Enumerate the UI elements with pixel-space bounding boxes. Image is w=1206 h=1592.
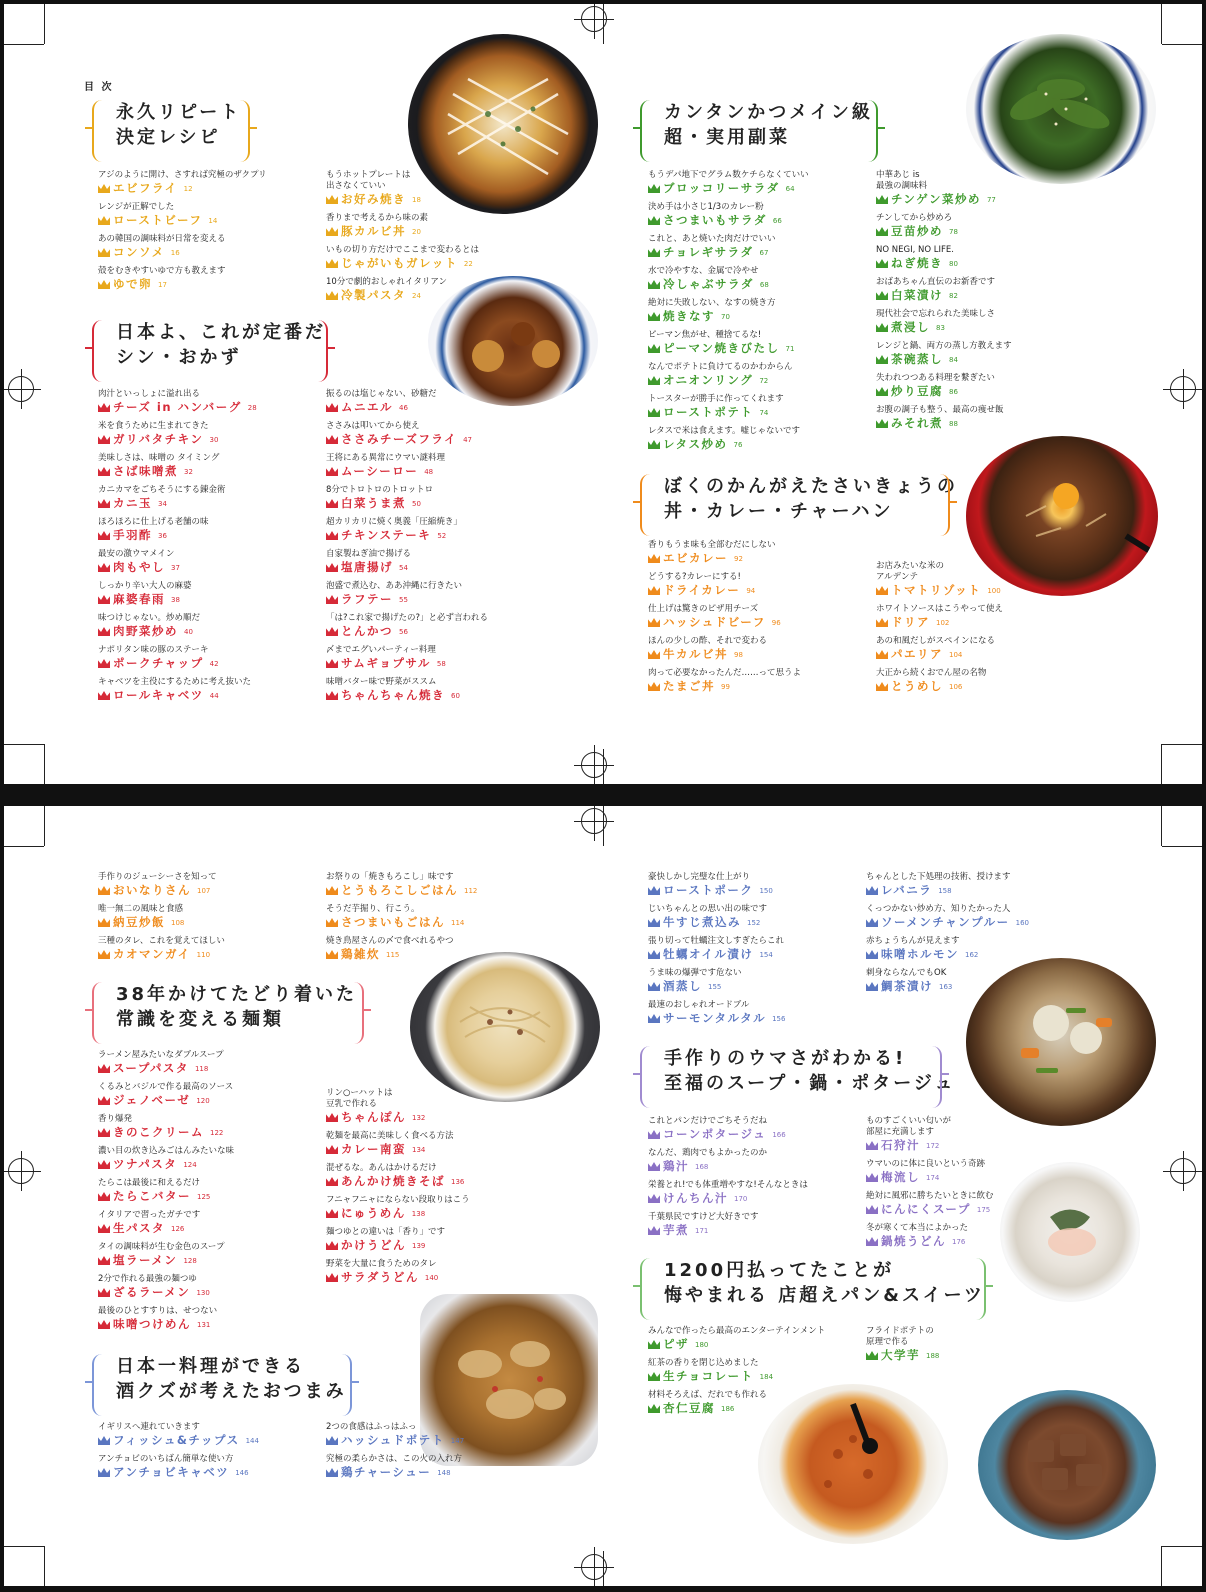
toc-entry[interactable]: レタスで米は食えます。嘘じゃないです レタス炒め 76 xyxy=(648,426,800,451)
toc-entry[interactable]: 絶対に風邪に勝ちたいときに飲む にんにくスープ 175 xyxy=(866,1191,994,1216)
crown-icon xyxy=(98,950,110,959)
section-title-line: 決定レシピ xyxy=(116,127,221,148)
crown-icon xyxy=(98,184,110,193)
crown-icon xyxy=(866,950,878,959)
crown-icon xyxy=(98,1320,110,1329)
crown-icon xyxy=(866,1237,878,1246)
crown-icon xyxy=(98,627,110,636)
toc-entry[interactable]: 栄養とれ!でも体重増やすな!そんなときは けんちん汁 170 xyxy=(648,1180,808,1205)
pizza-photo xyxy=(758,1384,948,1544)
carbonara-photo xyxy=(410,952,600,1102)
crown-icon xyxy=(326,1436,338,1445)
crown-icon xyxy=(326,627,338,636)
toc-entry[interactable]: 最後のひとすすりは、せつない 味噌つけめん 131 xyxy=(98,1306,218,1331)
crown-icon xyxy=(876,650,888,659)
toc-entry[interactable]: 王将にある異常にウマい謎料理 ムーシーロー 48 xyxy=(326,453,446,478)
crown-icon xyxy=(876,323,888,332)
toc-entry[interactable]: 仕上げは驚きのピザ用チーズ ハッシュドビーフ 96 xyxy=(648,604,781,629)
registration-mark xyxy=(8,376,34,402)
toc-entry[interactable]: ホワイトソースはこうやって使え ドリア 102 xyxy=(876,604,1003,629)
toc-entry[interactable]: みんなで作ったら最高のエンターテインメント ピザ 180 xyxy=(648,1326,826,1351)
registration-mark xyxy=(1170,376,1196,402)
toc-label: 目 次 xyxy=(84,82,114,93)
toc-entry[interactable]: 野菜を大量に食うためのタレ サラダうどん 140 xyxy=(326,1259,439,1284)
crown-icon xyxy=(876,419,888,428)
toc-entry[interactable]: チンしてから炒めろ 豆苗炒め 78 xyxy=(876,213,958,238)
toc-entry[interactable]: 肉汁といっしょに溢れ出る チーズ in ハンバーグ 28 xyxy=(98,389,257,414)
toc-entry[interactable]: 紅茶の香りを閉じ込めました 生チョコレート 184 xyxy=(648,1358,774,1383)
crown-icon xyxy=(326,467,338,476)
crown-icon xyxy=(648,950,660,959)
toc-entry[interactable]: 最速のおしゃれオードブル サーモンタルタル 156 xyxy=(648,1000,786,1025)
section-title-okazu xyxy=(92,320,328,382)
toc-entry[interactable]: タイの調味料が生む金色のスープ 塩ラーメン 128 xyxy=(98,1242,225,1267)
crown-icon xyxy=(98,1192,110,1201)
crown-icon xyxy=(326,1241,338,1250)
crown-icon xyxy=(326,659,338,668)
crown-icon xyxy=(98,1468,110,1477)
registration-mark xyxy=(581,6,607,32)
toc-entry[interactable]: 麺つゆとの違いは「香り」です かけうどん 139 xyxy=(326,1227,446,1252)
toc-entry[interactable]: ほんの少しの酢、それで変わる 牛カルビ丼 98 xyxy=(648,636,768,661)
toc-entry[interactable]: 香りまで考えるから味の素 豚カルビ丼 20 xyxy=(326,213,429,238)
toc-entry[interactable]: 2つの食感はふっはふっ ハッシュドポテト 147 xyxy=(326,1422,465,1447)
crown-icon xyxy=(648,1226,660,1235)
toc-entry[interactable]: 自家製ねぎ油で揚げる 塩唐揚げ 54 xyxy=(326,549,412,574)
toc-entry[interactable]: そうだ芋掘り、行こう。 さつまいもごはん 114 xyxy=(326,904,465,929)
toc-entry[interactable]: キャベツを主役にするために考え抜いた ロールキャベツ 44 xyxy=(98,677,252,702)
section-title-fukusai xyxy=(640,100,878,162)
toc-entry[interactable]: 最安の激ウマメイン 肉もやし 37 xyxy=(98,549,180,574)
crown-icon xyxy=(648,1162,660,1171)
crown-icon xyxy=(98,531,110,540)
crown-icon xyxy=(98,1224,110,1233)
crown-icon xyxy=(876,682,888,691)
crown-icon xyxy=(326,918,338,927)
section-title-line: カンタンかつメイン級 xyxy=(664,102,873,123)
crown-icon xyxy=(98,659,110,668)
toc-entry[interactable]: 張り切って牡蠣注文しすぎたらこれ 牡蠣オイル漬け 154 xyxy=(648,936,785,961)
toc-entry[interactable]: 振るのは塩じゃない、砂糖だ ムニエル 46 xyxy=(326,389,437,414)
section-title-line: 酒クズが考えたおつまみ xyxy=(116,1381,347,1402)
toc-entry[interactable]: 8分でトロトロのトロットロ 白菜うま煮 50 xyxy=(326,485,434,510)
toc-entry[interactable]: イタリアで習ったガチです 生パスタ 126 xyxy=(98,1210,201,1235)
toc-entry[interactable]: フライドポテトの 原理で作る 大学芋 188 xyxy=(866,1326,940,1362)
crown-icon xyxy=(866,1173,878,1182)
crown-icon xyxy=(326,595,338,604)
section-title-repeat xyxy=(92,100,250,162)
crown-icon xyxy=(98,280,110,289)
crown-icon xyxy=(98,1128,110,1137)
section-title-line: 日本よ、これが定番だ xyxy=(116,322,326,343)
toc-entry[interactable]: どうする?カレーにする! ドライカレー 94 xyxy=(648,572,756,597)
toc-entry[interactable]: 決め手は小さじ1/3のカレー粉 さつまいもサラダ 66 xyxy=(648,202,782,227)
section-title-line: ぼくのかんがえたさいきょうの xyxy=(664,476,958,497)
toc-entry[interactable]: なんだ、鶏肉でもよかったのか 鶏汁 168 xyxy=(648,1148,768,1173)
toc-entry[interactable]: 赤ちょうちんが見えます 味噌ホルモン 162 xyxy=(866,936,979,961)
crown-icon xyxy=(326,227,338,236)
toc-entry[interactable]: 失われつつある料理を繋ぎたい 炒り豆腐 86 xyxy=(876,373,995,398)
toc-entry[interactable]: 水で冷やすな、金属で冷やせ 冷しゃぶサラダ 68 xyxy=(648,266,769,291)
crown-icon xyxy=(98,248,110,257)
section-title-line: 悔やまれる 店超えパン&スイーツ xyxy=(664,1285,985,1306)
toc-entry[interactable]: イギリスへ連れていきます フィッシュ&チップス 144 xyxy=(98,1422,259,1447)
toc-entry[interactable]: 超カリカリに焼く奥義「圧縮焼き」 チキンステーキ 52 xyxy=(326,517,462,542)
crown-icon xyxy=(98,1256,110,1265)
toc-entry[interactable]: 焼き鳥屋さんの〆で食べれるやつ 鶏雑炊 115 xyxy=(326,936,454,961)
toc-entry[interactable]: 絶対に失敗しない、なすの焼き方 焼きなす 70 xyxy=(648,298,776,323)
toc-entry[interactable]: じいちゃんとの思い出の味です 牛すじ煮込み 152 xyxy=(648,904,768,929)
section-title-line: 至福のスープ・鍋・ポタージュ xyxy=(664,1073,956,1094)
toc-entry[interactable]: 乾麺を最高に美味しく食べる方法 カレー南蛮 134 xyxy=(326,1131,454,1156)
crown-icon xyxy=(876,291,888,300)
toc-entry[interactable]: レンジが正解でした ローストビーフ 14 xyxy=(98,202,218,227)
toc-entry[interactable]: あの和風だしがスペインになる パエリア 104 xyxy=(876,636,996,661)
toc-entry[interactable]: いもの切り方だけでここまで変わるとは じゃがいもガレット 22 xyxy=(326,245,480,270)
toc-entry[interactable]: 米を食うために生まれてきた ガリバタチキン 30 xyxy=(98,421,219,446)
crown-icon xyxy=(326,1113,338,1122)
toc-entry[interactable]: レンジと鍋、両方の蒸し方教えます 茶碗蒸し 84 xyxy=(876,341,1012,366)
nama-choco-photo xyxy=(978,1390,1156,1540)
crown-icon xyxy=(876,227,888,236)
crown-icon xyxy=(326,886,338,895)
toc-entry[interactable]: 「は?これ家で揚げたの?」と必ず言われる とんかつ 56 xyxy=(326,613,489,638)
crown-icon xyxy=(98,886,110,895)
toc-entry[interactable]: 唯一無二の風味と食感 納豆炒飯 108 xyxy=(98,904,185,929)
section-title-line: 常識を変える麺類 xyxy=(116,1009,284,1030)
spread-top xyxy=(4,4,1202,784)
section-title-men xyxy=(92,982,364,1044)
crown-icon xyxy=(876,195,888,204)
toc-entry[interactable]: 材料そろえば、だれでも作れる 杏仁豆腐 186 xyxy=(648,1390,768,1415)
crown-icon xyxy=(648,1372,660,1381)
okonomiyaki-photo xyxy=(408,34,598,214)
crown-icon xyxy=(648,184,660,193)
crown-icon xyxy=(876,618,888,627)
crown-icon xyxy=(98,918,110,927)
toc-entry[interactable]: アジのように開け、さすれば究極のザクプリ エビフライ 12 xyxy=(98,170,267,195)
crown-icon xyxy=(648,312,660,321)
toc-entry[interactable]: 究極の柔らかさは、この火の入れ方 鶏チャーシュー 148 xyxy=(326,1454,463,1479)
toc-entry[interactable]: 混ぜるな。あんはかけるだけ あんかけ焼きそば 136 xyxy=(326,1163,465,1188)
crown-icon xyxy=(326,1468,338,1477)
crown-icon xyxy=(876,387,888,396)
crown-icon xyxy=(648,440,660,449)
crown-icon xyxy=(648,376,660,385)
crown-icon xyxy=(326,563,338,572)
crown-icon xyxy=(648,1130,660,1139)
crown-icon xyxy=(326,691,338,700)
toc-entry[interactable]: ささみは叩いてから使え ささみチーズフライ 47 xyxy=(326,421,473,446)
toc-entry[interactable]: お腹の調子も整う、最高の痩せ飯 みそれ煮 88 xyxy=(876,405,1004,430)
crown-icon xyxy=(98,216,110,225)
crown-icon xyxy=(98,563,110,572)
crown-icon xyxy=(326,1209,338,1218)
toc-entry[interactable]: NO NEGI, NO LIFE. ねぎ焼き 80 xyxy=(876,245,958,270)
toc-entry[interactable]: ピーマン焦がせ、種捨てるな! ピーマン焼きびたし 71 xyxy=(648,330,795,355)
toc-entry[interactable]: 中華あじ is 最強の調味料 チンゲン菜炒め 77 xyxy=(876,170,996,206)
crown-icon xyxy=(648,682,660,691)
crown-icon xyxy=(648,650,660,659)
toc-entry[interactable]: ほろほろに仕上げる老舗の味 手羽酢 36 xyxy=(98,517,209,542)
section-title-sake xyxy=(92,1354,352,1416)
toc-entry[interactable]: おばあちゃん直伝のお新香です 白菜漬け 82 xyxy=(876,277,996,302)
crown-icon xyxy=(98,467,110,476)
section-title-soup xyxy=(640,1046,956,1108)
toc-entry[interactable]: ラーメン屋みたいなダブルスープ スープパスタ 118 xyxy=(98,1050,224,1075)
toc-entry[interactable]: 美味しさは、味噌の タイミング さば味噌煮 32 xyxy=(98,453,220,478)
toc-entry[interactable]: これと、あと焼いた肉だけでいい チョレギサラダ 67 xyxy=(648,234,776,259)
crown-icon xyxy=(876,355,888,364)
toc-entry[interactable]: 味つけじゃない。炒め順だ 肉野菜炒め 40 xyxy=(98,613,201,638)
section-title-line: 手作りのウマさがわかる! xyxy=(664,1048,907,1069)
toc-entry[interactable]: ちゃんとした下処理の技術、授けます レバニラ 158 xyxy=(866,872,1011,897)
toc-entry[interactable]: 刺身ならなんでもOK 鯛茶漬け 163 xyxy=(866,968,953,993)
toc-entry[interactable]: 味噌バター味で野菜がススム ちゃんちゃん焼き 60 xyxy=(326,677,460,702)
crown-icon xyxy=(648,216,660,225)
registration-mark xyxy=(1170,1158,1196,1184)
crown-icon xyxy=(326,259,338,268)
toc-entry[interactable]: 香りもうま味も全部むだにしない エビカレー 92 xyxy=(648,540,776,565)
crown-icon xyxy=(648,344,660,353)
toc-entry[interactable]: リン○ーハットは 豆乳で作れる ちゃんぽん 132 xyxy=(326,1088,426,1124)
toc-entry[interactable]: もうホットプレートは 出さなくていい お好み焼き 18 xyxy=(326,170,421,206)
crown-icon xyxy=(98,595,110,604)
toc-entry[interactable]: アンチョビのいちばん簡単な使い方 アンチョビキャベツ 146 xyxy=(98,1454,249,1479)
crown-icon xyxy=(648,1014,660,1023)
crown-icon xyxy=(648,554,660,563)
section-title-don xyxy=(640,474,958,536)
crown-icon xyxy=(98,403,110,412)
crown-icon xyxy=(648,1194,660,1203)
toc-entry[interactable]: フニャフニャにならない段取りはこう にゅうめん 138 xyxy=(326,1195,470,1220)
piman-photo xyxy=(966,34,1156,184)
toc-entry[interactable]: お祭りの「焼きもろこし」味です とうもろこしごはん 112 xyxy=(326,872,478,897)
crown-icon xyxy=(98,435,110,444)
toc-entry[interactable]: 大正から続くおでん屋の名物 とうめし 106 xyxy=(876,668,987,693)
toc-entry[interactable]: くっつかない炒め方、知りたかった人 ソーメンチャンプルー 160 xyxy=(866,904,1029,929)
crown-icon xyxy=(98,1064,110,1073)
toc-entry[interactable]: 10分で劇的おしゃれイタリアン 冷製パスタ 24 xyxy=(326,277,447,302)
umenagashi-photo xyxy=(1000,1162,1140,1302)
section-title-line: シン・おかず xyxy=(116,347,242,368)
toc-entry[interactable]: これとパンだけでごちそうだね コーンポタージュ 166 xyxy=(648,1116,786,1141)
crown-icon xyxy=(866,982,878,991)
toc-entry[interactable]: なんでポテトに負けてるのかわからん オニオンリング 72 xyxy=(648,362,793,387)
toc-entry[interactable]: ものすごくいい匂いが 部屋に充満します 石狩汁 172 xyxy=(866,1116,952,1152)
section-title-line: 永久リピート xyxy=(116,102,242,123)
crown-icon xyxy=(648,618,660,627)
section-title-line: 1200円払ってたことが xyxy=(664,1260,895,1281)
crown-icon xyxy=(98,1288,110,1297)
toc-entry[interactable]: もうデパ地下でグラム数ケチらなくていい ブロッコリーサラダ 64 xyxy=(648,170,809,195)
crown-icon xyxy=(98,691,110,700)
crown-icon xyxy=(648,280,660,289)
toc-entry[interactable]: くるみとバジルで作る最高のソース ジェノベーゼ 120 xyxy=(98,1082,234,1107)
toc-entry[interactable]: 肉って必要なかったんだ……って思うよ たまご丼 99 xyxy=(648,668,802,693)
crown-icon xyxy=(326,1145,338,1154)
crown-icon xyxy=(648,1404,660,1413)
crown-icon xyxy=(98,1436,110,1445)
crown-icon xyxy=(98,1160,110,1169)
crown-icon xyxy=(326,499,338,508)
imoni-photo xyxy=(966,958,1156,1126)
crown-icon xyxy=(648,248,660,257)
section-title-line: 日本一料理ができる xyxy=(116,1356,305,1377)
toc-entry[interactable]: お店みたいな米の アルデンテ トマトリゾット 100 xyxy=(876,561,1001,597)
toc-entry[interactable]: 濃い目の炊き込みごはんみたいな味 ツナパスタ 124 xyxy=(98,1146,235,1171)
toc-entry[interactable]: しっかり辛い大人の麻婆 麻婆春雨 38 xyxy=(98,581,192,606)
crown-icon xyxy=(326,950,338,959)
crown-icon xyxy=(326,435,338,444)
crown-icon xyxy=(866,886,878,895)
toc-entry[interactable]: 豪快しかし完璧な仕上がり ローストポーク 150 xyxy=(648,872,773,897)
toc-entry[interactable]: 三種のタレ、これを覚えてほしい カオマンガイ 110 xyxy=(98,936,225,961)
section-title-line: 丼・カレー・チャーハン xyxy=(664,501,894,522)
crown-icon xyxy=(876,586,888,595)
spread-bottom xyxy=(4,806,1202,1586)
toc-entry[interactable]: 千葉県民ですけど大好きです 芋煮 171 xyxy=(648,1212,759,1237)
crown-icon xyxy=(876,259,888,268)
crown-icon xyxy=(648,1340,660,1349)
crown-icon xyxy=(866,1351,878,1360)
section-title-pan xyxy=(640,1258,986,1320)
toc-entry[interactable]: 2分で作れる最強の麺つゆ ざるラーメン 130 xyxy=(98,1274,210,1299)
crown-icon xyxy=(98,1096,110,1105)
toc-entry[interactable]: 泡盛で煮込む、ああ沖縄に行きたい ラフテー 55 xyxy=(326,581,463,606)
crown-icon xyxy=(648,982,660,991)
toc-entry[interactable]: たらこは最後に和えるだけ たらこバター 125 xyxy=(98,1178,211,1203)
crown-icon xyxy=(326,291,338,300)
registration-mark xyxy=(581,752,607,778)
registration-mark xyxy=(581,1554,607,1580)
toc-entry[interactable]: トースターが勝手に作ってくれます ローストポテト 74 xyxy=(648,394,784,419)
registration-mark xyxy=(8,1158,34,1184)
toc-entry[interactable]: 香り爆発 きのこクリーム 122 xyxy=(98,1114,224,1139)
section-title-line: 38年かけてたどり着いた xyxy=(116,984,358,1005)
toc-entry[interactable]: カニカマをごちそうにする錬金術 カニ玉 34 xyxy=(98,485,226,510)
toc-entry[interactable]: 〆までエグいパーティー料理 サムギョプサル 58 xyxy=(326,645,446,670)
crown-icon xyxy=(326,1273,338,1282)
crown-icon xyxy=(866,1141,878,1150)
crown-icon xyxy=(866,918,878,927)
crown-icon xyxy=(326,1177,338,1186)
crown-icon xyxy=(648,408,660,417)
toc-entry[interactable]: うま味の爆弾です危ない 酒蒸し 155 xyxy=(648,968,742,993)
crown-icon xyxy=(98,499,110,508)
toc-entry[interactable]: 冬が寒くて本当によかった 鍋焼うどん 176 xyxy=(866,1223,969,1248)
crown-icon xyxy=(648,918,660,927)
toc-entry[interactable]: ナポリタン味の豚のステーキ ポークチャップ 42 xyxy=(98,645,219,670)
crown-icon xyxy=(326,531,338,540)
kakuni-photo xyxy=(428,276,598,406)
section-title-line: 超・実用副菜 xyxy=(664,127,790,148)
toc-entry[interactable]: 手作りのジューシーさを知って おいなりさん 107 xyxy=(98,872,217,897)
toc-entry[interactable]: 現代社会で忘れられた美味しさ 煮浸し 83 xyxy=(876,309,996,334)
crown-icon xyxy=(648,586,660,595)
crown-icon xyxy=(866,1205,878,1214)
crown-icon xyxy=(326,403,338,412)
toc-entry[interactable]: 殻をむきやすいゆで方も教えます ゆで卵 17 xyxy=(98,266,226,291)
crown-icon xyxy=(326,195,338,204)
crown-icon xyxy=(648,886,660,895)
toc-entry[interactable]: あの韓国の調味料が日常を変える コンソメ 16 xyxy=(98,234,226,259)
registration-mark xyxy=(581,808,607,834)
toc-entry[interactable]: ウマいのに体に良いという奇跡 梅流し 174 xyxy=(866,1159,986,1184)
